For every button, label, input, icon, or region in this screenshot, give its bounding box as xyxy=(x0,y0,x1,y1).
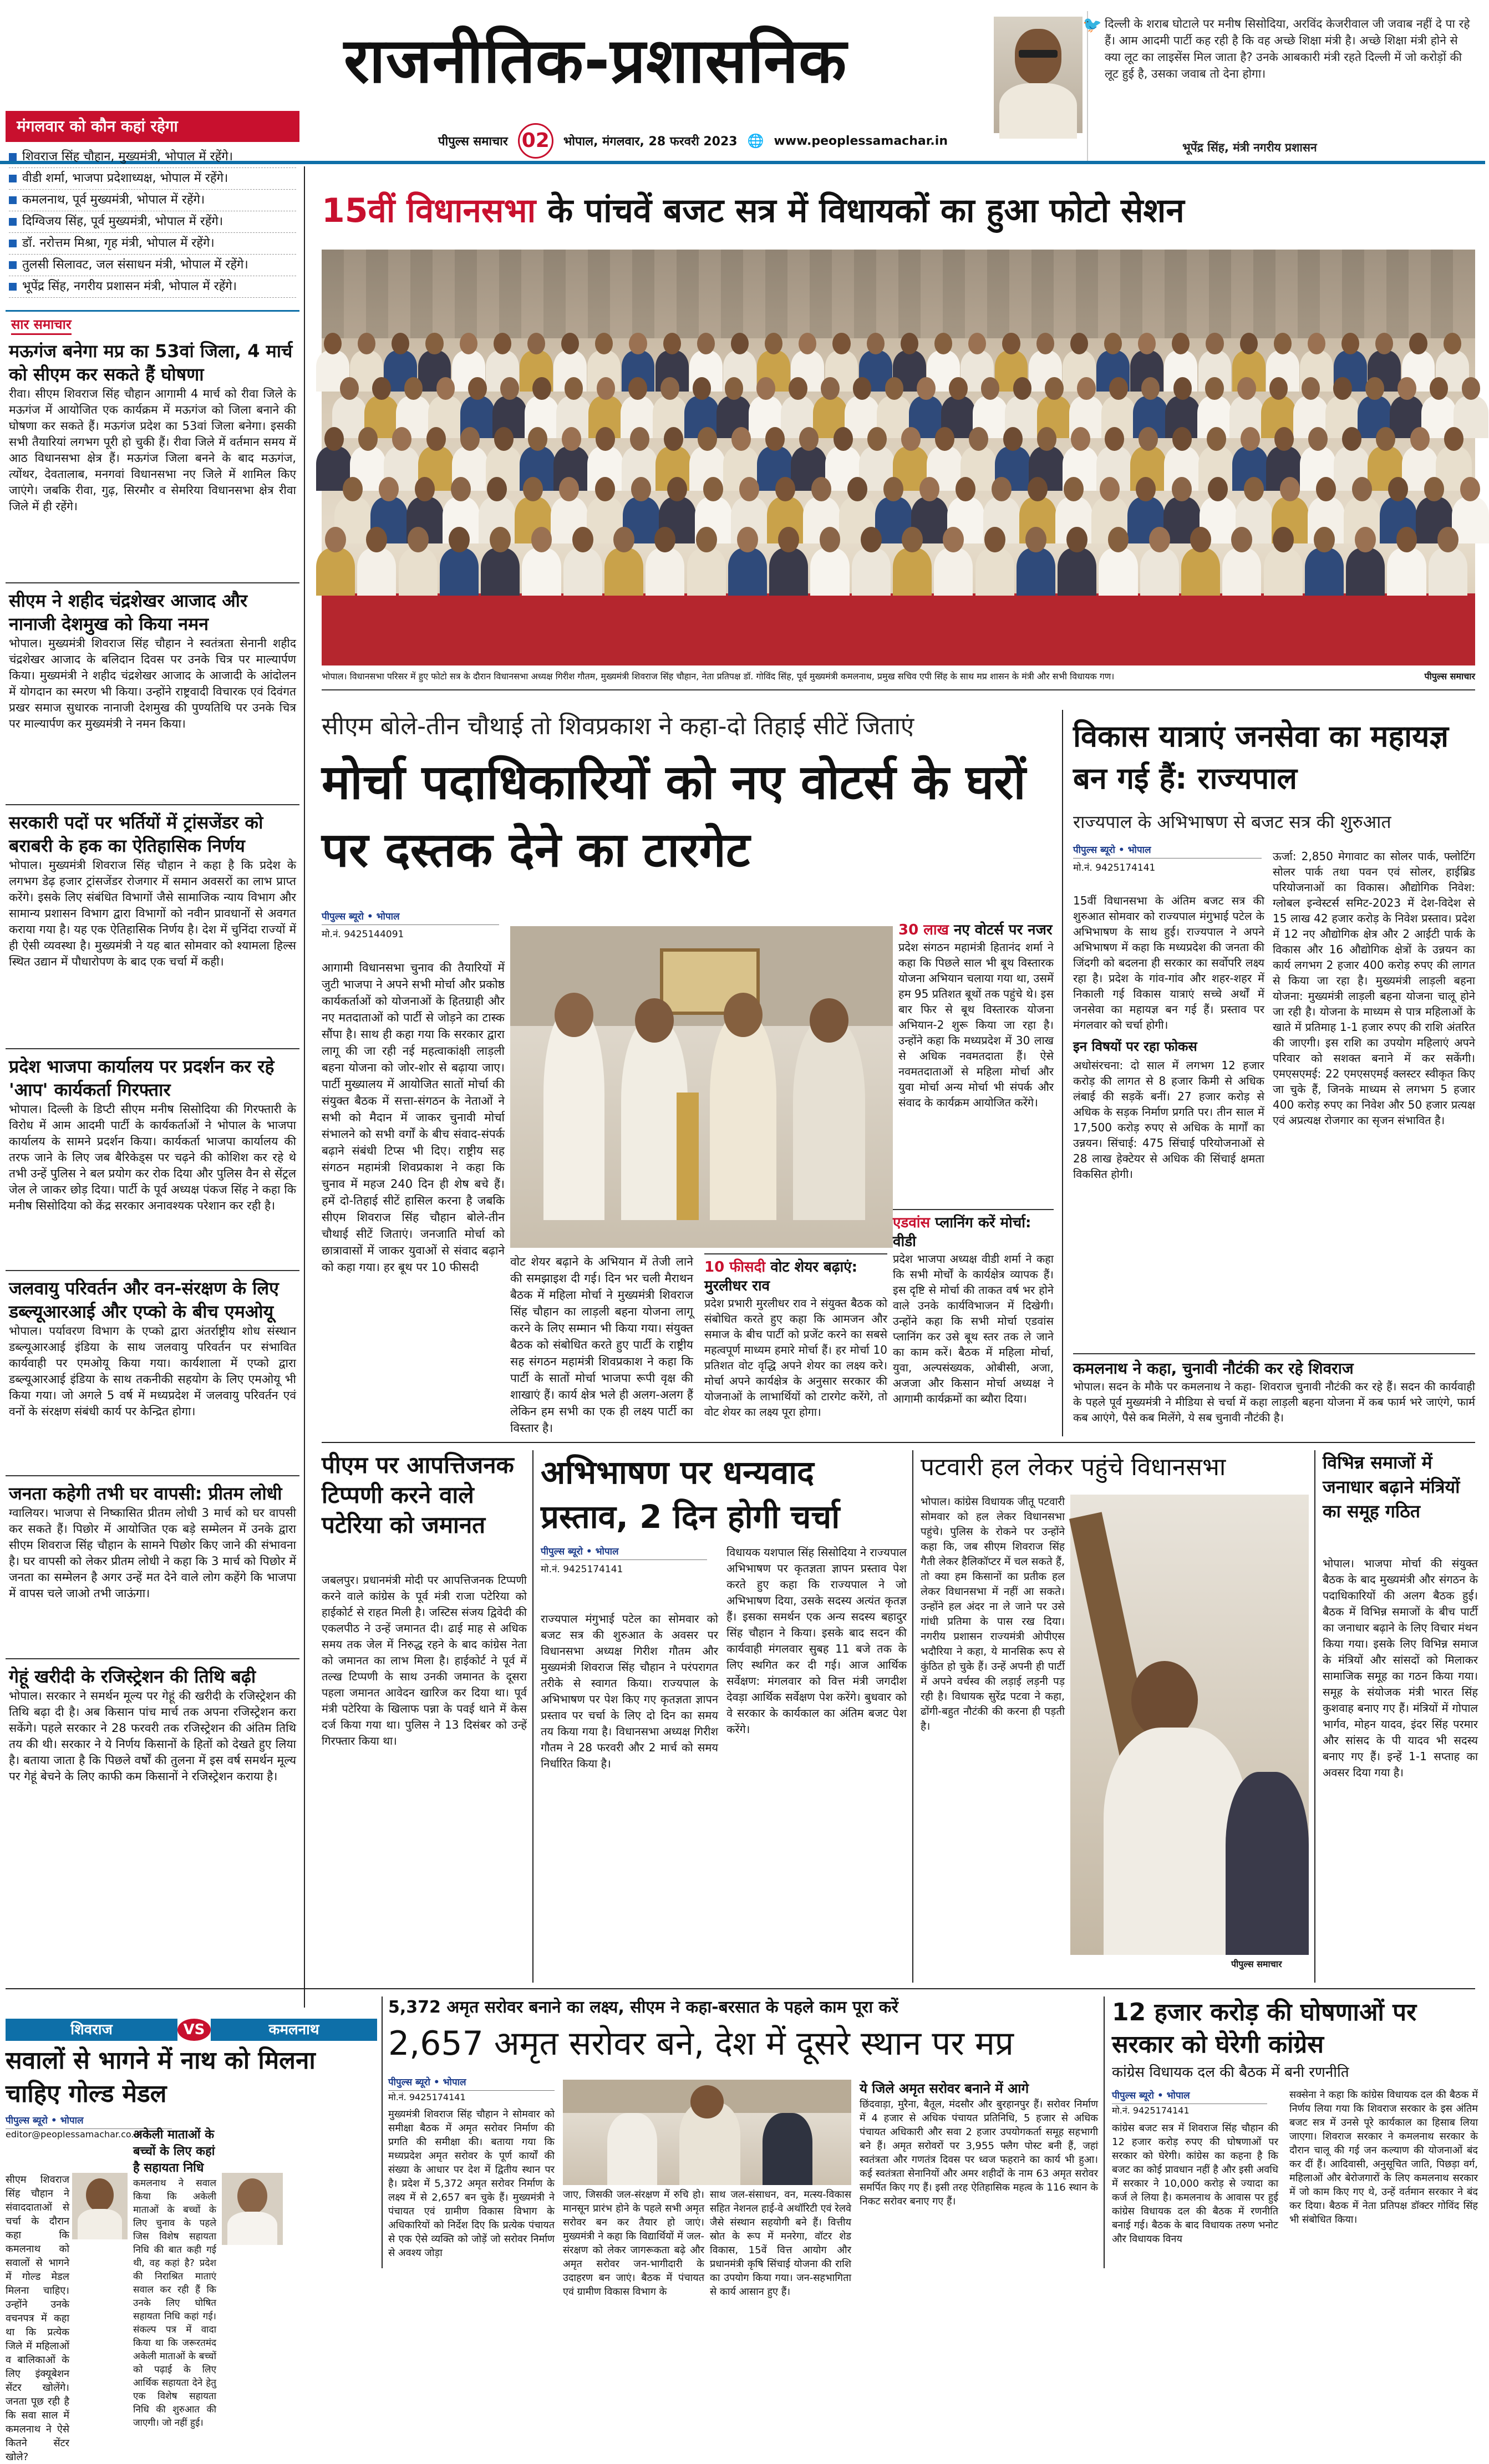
brief-text: भोपाल। सरकार ने समर्थन मूल्य पर गेहूं की खरीदी के रजिस्ट्रेशन की तिथि बढ़ा दी है। अब किसान पांच मार्च तक अपना रजिस्ट्रेशन करा सकेंगे। पहले सरकार ने 28 फरवरी तक रजिस्ट्रेशन की अंतिम तिथि तय की थी। सरकार ने ये निर्णय किसानों के हितों को देखते हुए लिया है। बताया जाता है कि पिछले वर्षों की तुलना में इस वर्ष समर्थन मूल्य पर गेहूं बेचने के लिए काफी कम किसानों ने रजिस्ट्रेशन कराया है। xyxy=(9,1688,296,1785)
governor-headline: विकास यात्राएं जनसेवा का महायज्ञ बन गई हैं: राज्यपाल xyxy=(1073,715,1478,804)
crowd-head xyxy=(436,377,455,400)
lead-box-30lakh: 30 लाख नए वोटर्स पर नजर प्रदेश संगठन महामंत्री हितानंद शर्मा ने कहा कि पिछले साल भी बूथ विस्तारक योजना अभियान चलाया गया था, उसमें हम 95 प्रतिशत बूथों तक पहुंचे थे। इस बार फिर से बूथ विस्तारक योजना अभियान-2 शुरू किया जा रहा है। उन्होंने कहा कि मध्यप्रदेश में 30 लाख से अधिक नवमतदाता हैं। ऐसे नवमतदाताओं से महिला मोर्चा और युवा मोर्चा अन्य मोर्चा भी संपर्क और संवाद के कार्यक्रम आयोजित करेंगे। xyxy=(898,921,1054,1226)
crowd-head xyxy=(1308,333,1325,354)
governor-col2: ऊर्जा: 2,850 मेगावाट का सोलर पार्क, फ्लोटिंग सोलर पार्क तथा पवन एवं सोलर, हाईब्रिड परियोजनाओं का विकास। औद्योगिक निवेश: ग्लोबल इन्वेस्टर्स समिट-2023 में देश-विदेश से 15 लाख 42 हजार करोड़ के निवेश प्रस्ताव। प्रदेश में 12 नए औद्योगिक क्षेत्र और 2 आईटी पार्क के विकास और 16 औद्योगिक क्षेत्रों के उन्नयन का कार्य लगभग 2 हजार 400 करोड़ रुपए की लागत से किया जा रहा है। मुख्यमंत्री लाड़ली बहना योजना: मुख्यमंत्री लाड़ली बहना योजना चालू होने जा रही है। योजना के माध्यम से पात्र महिलाओं के खाते में प्रतिमाह 1-1 हजार रुपए की राशि अंतरित की जाएगी। इस राशि का उपयोग महिलाएं अपने परिवार को सशक्त बनाने में कर सकेंगी। एमएसएमई: 22 एमएसएमई क्लस्टर स्वीकृत किए जा चुके हैं, जिनके माध्यम से लगभग 5 हजार 400 करोड़ रुपए का निवेश और 50 हजार प्रत्यक्ष एवं अप्रत्यक्ष रोजगार का सृजन संभावित है। xyxy=(1273,849,1475,1348)
crowd-person xyxy=(357,548,396,596)
crowd-head xyxy=(1365,377,1384,400)
minister-portrait xyxy=(994,17,1083,133)
crowd-head xyxy=(572,527,593,552)
brief-text: भोपाल। मुख्यमंत्री शिवराज सिंह चौहान ने स्वतंत्रता सेनानी शहीद चंद्रशेखर आजाद के बलिदान दिवस पर उनके चित्र पर माल्यार्पण किया। मुख्यमंत्री ने शहीद चंद्रशेखर आजाद के आजादी के आंदोलन में योगदान का स्मरण भी किया। उन्होंने राष्ट्रवादी विचारक एवं दिवंगत प्रखर समाज सुधारक नानाजी देशमुख की पुण्यतिथि पर उनके चित्र पर माल्यार्पण कर मुख्यमंत्री ने नमन किया। xyxy=(9,636,296,732)
kamalnath-box: कमलनाथ ने कहा, चुनावी नौटंकी कर रहे शिवराज भोपाल। सदन के मौके पर कमलनाथ ने कहा- शिवराज चुनावी नौटंकी कर रहे हैं। सदन की कार्यवाही के पहले पूर्व मुख्यमंत्री ने मीडिया से चर्चा में कहा लाड़ली बहना योजना में कब फार्म भरे जाएंगे, फार्म कब आएंगे, पैसे कब मिलेंगे, ये सब चुनावी नौटंकी है। xyxy=(1073,1353,1475,1436)
crowd-head xyxy=(901,333,918,354)
crowd-head xyxy=(1240,333,1258,354)
crowd-head xyxy=(325,527,346,552)
website-link[interactable]: www.peoplessamachar.in xyxy=(774,134,948,148)
lead-headline: मोर्चा पदाधिकारियों को नए वोटर्स के घरों पर दस्तक देने का टारगेट xyxy=(322,749,1054,893)
crowd-head xyxy=(597,377,616,400)
crowd-head xyxy=(901,427,921,451)
schedule-item: डॉ. नरोत्तम मिश्रा, गृह मंत्री, भोपाल में रहेंगे। xyxy=(9,233,296,255)
lead-col2: वोट शेयर बढ़ाने के अभियान में तेजी लाने की समझाइश दी गई। दिन भर चली मैराथन बैठक में महिला मोर्चा ने मुख्यमंत्री शिवराज सिंह चौहान का लाड़ली बहना योजना लागू करने के लिए सम्मान भी किया गया। संयुक्त बैठक को संबोधित करते हुए पार्टी के राष्ट्रीय सह संगठन महामंत्री शिवप्रकाश ने कहा कि पार्टी के सातों मोर्चा भाजपा रूपी वृक्ष की शाखाएं हैं। कार्य क्षेत्र भले ही अलग-अलग हैं लेकिन हम सभी का एक ही लक्ष्य पार्टी का विस्तार है। xyxy=(510,1253,693,1436)
sarovar-story: 5,372 अमृत सरोवर बनाने का लक्ष्य, सीएम ने कहा-बरसात के पहले काम पूरा करें 2,657 अमृत सरोवर बने, देश में दूसरे स्थान पर मप्र पीपुल्स ब्यूरो • भोपाल मो.नं. 9425174141 मुख्यमंत्री शिवराज सिंह चौहान ने सोमवार को समीक्षा बैठक में अमृत सरोवर निर्माण की प्रगति की समीक्षा की। बताया गया कि मध्यप्रदेश अमृत सरोवर के पूर्ण कार्यों की संख्या के आधार पर देश में द्वितीय स्थान पर है। प्रदेश में 5,372 अमृत सरोवर निर्माण के लक्ष्य में से 2,657 बन चुके हैं। मुख्यमंत्री ने पंचायत एवं ग्रामीण विकास विभाग के अधिकारियों को निर्देश दिए कि प्रत्येक पंचायत से एक ऐसे व्यक्ति को जोड़ें जो सरोवर निर्माण से अवश्य जोड़ा जाए, जिसकी जल-संरक्षण में रुचि हो। मानसून प्रारंभ होने के पहले सभी अमृत सरोवर बन कर तैयार हो जाएं। मुख्यमंत्री ने कहा कि विद्यार्थियों में जल-संरक्षण को लेकर जागरूकता बढ़े और अमृत सरोवर जन-भागीदारी के उदाहरण बन जाएं। बैठक में पंचायत एवं ग्रामीण विकास विभाग के साथ जल-संसाधन, वन, मत्स्य-विकास सहित नेशनल हाई-वे अथॉरिटी एवं रेलवे जैसे संस्थान सहयोगी बने हैं। वित्तीय स्रोत के रूप में मनरेगा, वॉटर शेड विकास, 15वें वित्त आयोग और प्रधानमंत्री कृषि सिंचाई योजना की राशि का उपयोग किया गया। जन-सहभागिता से कार्य आसान हुए हैं। ये जिले अमृत सरोवर बनाने में आगे छिंदवाड़ा, मुरैना, बैतूल, मंदसौर और बुरहानपुर हैं। सरोवर निर्माण में 4 हजार से अधिक पंचायत प्रतिनिधि, 5 हजार से अधिक पंचायत अधिकारी और सवा 2 हजार उपयोगकर्ता समूह सहभागी बने हैं। अमृत सरोवरों पर 3,955 फ्लैग पोस्ट बनी हैं, जहां स्वतंत्रता और गणतंत्र दिवस पर ध्वज फहराने का कार्य भी हुआ। कई स्वतंत्रता सेनानियों और अमर शहीदों के नाम 63 अमृत सरोवर समर्पित किए गए हैं। इसी तरह ऐतिहासिक महत्व के 116 स्थान के निकट सरोवर बनाए गए हैं। xyxy=(388,1996,1098,2268)
crowd-head xyxy=(778,527,799,552)
crowd-person xyxy=(934,548,973,596)
crowd-head xyxy=(725,377,744,400)
crowd-person xyxy=(1222,548,1261,596)
crowd-head xyxy=(949,377,968,400)
vs-banner: शिवराज VS कमलनाथ xyxy=(6,2019,377,2041)
crowd-head xyxy=(629,333,647,354)
photo-caption: भोपाल। विधानसभा परिसर में हुए फोटो सत्र के दौरान विधानसभा अध्यक्ष गिरीश गौतम, मुख्यमंत्री शिवराज सिंह चौहान, नेता प्रतिपक्ष डॉ. गोविंद सिंह, पूर्व मुख्यमंत्री कमलनाथ, प्रमुख सचिव एपी सिंह के साथ मप्र शासन के मंत्री और सभी विधायक गण। पीपुल्स समाचार xyxy=(322,668,1475,690)
crowd-head xyxy=(1071,427,1090,451)
brief-headline: गेहूं खरीदी के रजिस्ट्रेशन की तिथि बढ़ी xyxy=(9,1665,296,1688)
page-number: 02 xyxy=(518,123,553,159)
crowd-head xyxy=(500,377,519,400)
kamalnath-photo xyxy=(222,2173,283,2245)
crowd-head xyxy=(527,333,545,354)
vs-story: शिवराज VS कमलनाथ सवालों से भागने में नाथ को मिलना चाहिए गोल्ड मेडल पीपुल्स ब्यूरो • भोपाल editor@peoplessamachar.co.in सीएम शिवराज सिंह चौहान ने संवाददाताओं से चर्चा के दौरान कहा कि कमलनाथ को सवालों से भागने में गोल्ड मेडल मिलना चाहिए। उन्होंने उनके वचनपत्र में कहा था कि प्रत्येक जिले में महिलाओं व बालिकाओं के लिए इंक्यूबेशन सेंटर खोलेंगे। जनता पूछ रही है कि सवा साल में कमलनाथ ने ऐसे कितने सेंटर खोले? अकेली माताओं के बच्चों के लिए कहां है सहायता निधि कमलनाथ ने सवाल किया कि अकेली माताओं के बच्चों के लिए चुनाव के पहले जिस विशेष सहायता निधि की बात कही गई थी, वह कहां है? प्रदेश की निराश्रित माताएं सवाल कर रही हैं कि उनके लिए घोषित सहायता निधि कहां गई। संकल्प पत्र में वादा किया था कि जरूरतमंद अकेली माताओं के बच्चों को पढ़ाई के लिए आर्थिक सहायता देने हेतु एक विशेष सहायता निधि की शुरुआत की जाएगी। जो नहीं हुई। xyxy=(6,2019,377,2268)
crowd-person xyxy=(769,548,808,596)
crowd-head xyxy=(935,427,954,451)
crowd-head xyxy=(1105,427,1124,451)
crowd-head xyxy=(853,377,872,400)
crowd-head xyxy=(358,427,378,451)
crowd-person xyxy=(1017,548,1055,596)
schedule-item: दिग्विजय सिंह, पूर्व मुख्यमंत्री, भोपाल में रहेंगे। xyxy=(9,211,296,233)
crowd-head xyxy=(917,377,936,400)
crowd-head xyxy=(562,427,581,451)
crowd-head xyxy=(366,527,387,552)
crowd-head xyxy=(867,427,887,451)
brief-headline: जनता कहेगी तभी घर वापसी: प्रीतम लोधी xyxy=(9,1482,296,1505)
dateline: भोपाल, मंगलवार, 28 फरवरी 2023 xyxy=(563,133,738,149)
crowd-head xyxy=(1314,527,1335,552)
crowd-head xyxy=(1355,527,1376,552)
crowd-person xyxy=(1387,548,1426,596)
masthead-title: राजनीतिक-प्रशासनिक xyxy=(344,22,847,100)
crowd-head xyxy=(1376,427,1395,451)
crowd-head xyxy=(1409,333,1427,354)
crowd-head xyxy=(885,377,904,400)
crowd-head xyxy=(1025,527,1046,552)
crowd-head xyxy=(1231,527,1252,552)
globe-icon: 🌐 xyxy=(748,133,764,149)
crowd-head xyxy=(664,427,683,451)
tweet-text: दिल्ली के शराब घोटाले पर मनीष सिसोदिया, अरविंद केजरीवाल जी जवाब नहीं दे पा रहे हैं। आम आदमी पार्टी कह रही है कि वह अच्छे शिक्षा मंत्री है। अच्छे शिक्षा मंत्री होने से क्या लूट का लाइसेंस मिल जाता है? उनके आबकारी मंत्री रहते दिल्ली में जो करोड़ों की लूट हुई है, उसका जवाब तो देना होगा। xyxy=(1105,16,1471,82)
address-story: अभिभाषण पर धन्यवाद प्रस्ताव, 2 दिन होगी चर्चा पीपुल्स ब्यूरो • भोपाल मो.नं. 9425174141 राज्यपाल मंगुभाई पटेल का सोमवार को बजट सत्र की शुरुआत के अवसर पर विधानसभा अध्यक्ष गिरीश गौतम और मुख्यमंत्री शिवराज सिंह चौहान ने परंपरागत तरीके से स्वागत किया। राज्यपाल के अभिभाषण पर पेश किए गए कृतज्ञता ज्ञापन प्रस्ताव पर चर्चा के लिए दो दिन का समय तय किया गया है। विधानसभा अध्यक्ष गिरीश गौतम ने 28 फरवरी और 2 मार्च को समय निर्धारित किया है। विधायक यशपाल सिंह सिसोदिया ने राज्यपाल अभिभाषण पर कृतज्ञता ज्ञापन प्रस्ताव पेश करते हुए कहा कि राज्यपाल ने जो अभिभाषण दिया, उसके सदस्य अत्यंत कृतज्ञ हैं। इसका समर्थन एक अन्य सदस्य बहादुर सिंह चौहान ने किया। इसके बाद सदन की कार्यवाही मंगलवार सुबह 11 बजे तक के लिए स्थगित कर दी गई। आज आर्थिक सर्वेक्षण: मंगलवार को वित्त मंत्री जगदीश देवड़ा आर्थिक सर्वेक्षण पेश करेंगे। बुधवार को वे सरकार के कार्यकाल का अंतिम बजट पेश करेंगे। xyxy=(541,1450,907,1983)
crowd-head xyxy=(832,333,850,354)
brief-headline: जलवायु परिवर्तन और वन-संरक्षण के लिए डब्ल्यूआरआई और एप्को के बीच एमओयू xyxy=(9,1277,296,1323)
samaj-story: विभिन्न समाजों में जनाधार बढ़ाने मंत्रियों का समूह गठित भोपाल। भाजपा मोर्चा की संयुक्त बैठक के बाद मुख्यमंत्री और संगठन के पदाधिकारियों की अलग बैठक हुई। बैठक में विभिन्न समाजों के बीच पार्टी का जनाधार बढ़ाने के लिए विचार मंथन किया गया। इसके लिए विभिन्न समाज के मंत्रियों और सांसदों को मिलाकर सामाजिक समूह का गठन किया गया। समूह के संयोजक मंत्री भारत सिंह कुशवाह बनाए गए हैं। मंत्रियों में गोपाल भार्गव, मोहन यादव, इंदर सिंह परमार और सांसद के पी यादव भी सदस्य बनाए गए हैं। इन्हें 1-1 सप्ताह का अवसर दिया गया है। xyxy=(1323,1450,1478,1983)
bullet-icon xyxy=(9,196,17,204)
crowd-head xyxy=(789,377,807,400)
bullet-icon xyxy=(9,218,17,226)
lead-box-advance: एडवांस प्लानिंग करें मोर्चा: वीडी प्रदेश भाजपा अध्यक्ष वीडी शर्मा ने कहा कि सभी मोर्चों के कार्यक्षेत्र व्यापक हैं। इस दृष्टि से मोर्चा की ताकत वर्ष भर होने वाले उनके कार्यविभाजन में दिखेगी। उन्होंने कहा कि सभी मोर्चा एडवांस प्लानिंग कर उसे बूथ स्तर तक ले जाने का काम करें। बैठक में महिला मोर्चा, युवा, अल्पसंख्यक, ओबीसी, अजा, अजजा और किसान मोर्चा अध्यक्ष ने आगामी कार्यक्रमों का ब्यौरा दिया। xyxy=(893,1209,1054,1436)
crowd-person xyxy=(1181,548,1220,596)
crowd-head xyxy=(494,333,511,354)
crowd-head xyxy=(969,427,988,451)
crowd-head xyxy=(1410,427,1430,451)
crowd-head xyxy=(1077,377,1096,400)
photo-story-headline: 15वीं विधानसभा के पांचवें बजट सत्र में विधायकों का हुआ फोटो सेशन xyxy=(322,183,1475,244)
crowd-person xyxy=(852,548,891,596)
crowd-head xyxy=(531,527,552,552)
bullet-icon xyxy=(9,240,17,247)
crowd-head xyxy=(696,527,717,552)
crowd-head xyxy=(1302,377,1320,400)
crowd-head xyxy=(1269,377,1288,400)
crowd-head xyxy=(756,377,775,400)
crowd-head xyxy=(943,527,964,552)
lead-kicker: सीएम बोले-तीन चौथाई तो शिवप्रकाश ने कहा-दो तिहाई सीटें जिताएं xyxy=(322,710,1054,743)
crowd-person xyxy=(1264,548,1303,596)
crowd-head xyxy=(1002,333,1020,354)
crowd-head xyxy=(460,427,480,451)
crowd-head xyxy=(1066,527,1087,552)
crowd-head xyxy=(494,427,514,451)
bullet-icon xyxy=(9,153,17,161)
crowd-head xyxy=(1308,427,1328,451)
saar-label: सार समाचार xyxy=(11,315,72,335)
crowd-head xyxy=(1045,377,1064,400)
governor-byline: पीपुल्स ब्यूरो • भोपाल मो.नं. 9425174141 xyxy=(1073,843,1262,882)
governor-subhead: इन विषयों पर रहा फोकस xyxy=(1073,1037,1264,1055)
schedule-item: कमलनाथ, पूर्व मुख्यमंत्री, भोपाल में रहेंगे। xyxy=(9,190,296,211)
crowd-head xyxy=(408,527,429,552)
crowd-head xyxy=(392,427,411,451)
twitter-icon: 🐦 xyxy=(1083,18,1099,32)
crowd-head xyxy=(449,527,470,552)
crowd-head xyxy=(1013,377,1032,400)
sarovar-photo xyxy=(563,2080,851,2185)
crowd-head xyxy=(693,377,712,400)
crowd-head xyxy=(490,527,511,552)
crowd-head xyxy=(324,333,342,354)
crowd-head xyxy=(460,333,477,354)
schedule-item: तुलसी सिलावट, जल संसाधन मंत्री, भोपाल में रहेंगे। xyxy=(9,255,296,276)
crowd-head xyxy=(981,377,1000,400)
crowd-head xyxy=(737,527,758,552)
crowd-head xyxy=(1207,427,1226,451)
brief-text: भोपाल। दिल्ली के डिप्टी सीएम मनीष सिसोदिया की गिरफ्तारी के विरोध में आम आदमी पार्टी के कार्यकर्ताओं ने भोपाल के भाजपा कार्यालय के सामने प्रदर्शन किया। कार्यकर्ता भाजपा कार्यालय की तरफ जाने के लिए जब बैरिकेड्स पर चढ़ने की कोशिश कर रहे थे तभी उन्हें पुलिस ने बल प्रयोग कर रोक दिया और पुलिस वैन से सेंट्रल जेल ले जाकर छोड़ दिया। पार्टी के पूर्व अध्यक्ष पंकज सिंह ने कहा कि मनीष सिसोदिया को केंद्र सरकार अनावश्यक परेशान कर रही है। xyxy=(9,1101,296,1214)
crowd-person xyxy=(1140,548,1179,596)
schedule-item: भूपेंद्र सिंह, नगरीय प्रशासन मंत्री, भोपाल में रहेंगे। xyxy=(9,276,296,298)
brief xyxy=(6,339,299,583)
patwari-story: पटवारी हल लेकर पहुंचे विधानसभा भोपाल। कांग्रेस विधायक जीतू पटवारी सोमवार को हल लेकर विधानसभा पहुंचे। पुलिस के रोकने पर उन्होंने कहा कि, जब सीएम शिवराज सिंह गैती लेकर हैलिकॉप्टर में चल सकते हैं, तो क्या हम किसानों का प्रतीक हल लेकर विधानसभा में नहीं आ सकते। उन्होंने हल अंदर ना ले जाने पर उसे गांधी प्रतिमा के पास रख दिया। नगरीय प्रशासन राज्यमंत्री ओपीएस भदौरिया ने कहा, ये मानसिक रूप से कुंठित हो चुके हैं। उन्हें अपनी ही पार्टी में अपने वर्चस्व की लड़ाई लड़नी पड़ रही है। विधायक सुरेंद्र पटवा ने कहा, ढोंगी-बहुत नौटंकी की करना ही पड़ती है। पीपुल्स समाचार xyxy=(921,1450,1309,1983)
brief-text: ग्वालियर। भाजपा से निष्कासित प्रीतम लोधी 3 मार्च को घर वापसी कर सकते हैं। पिछोर में आयोजित एक बड़े सम्मेलन में उनके द्वारा सीएम शिवराज सिंह चौहान के सामने पिछोर किए जाने की संभावना है। घर वापसी को लेकर प्रीतम लोधी ने कहा कि 3 मार्च को पिछोर में जनता का सम्मेलन है अगर उन्हें मत देने वाले लोग कहेंगे कि भाजपा में वापस चले जाओ तभी जाऊंगा। xyxy=(9,1505,296,1602)
crowd-head xyxy=(1396,527,1417,552)
crowd-person xyxy=(399,548,438,596)
crowd-head xyxy=(654,527,675,552)
crowd-head xyxy=(861,527,882,552)
crowd-head xyxy=(1273,527,1294,552)
group-photo xyxy=(322,250,1475,665)
crowd-head xyxy=(372,377,391,400)
crowd-person xyxy=(1058,548,1096,596)
schedule-item: शिवराज सिंह चौहान, मुख्यमंत्री, भोपाल में रहेंगे। xyxy=(9,146,296,168)
crowd-head xyxy=(660,377,679,400)
crowd-head xyxy=(731,333,749,354)
crowd-head xyxy=(1173,377,1192,400)
crowd-head xyxy=(902,527,923,552)
crowd-head xyxy=(1462,377,1481,400)
crowd-person xyxy=(728,548,767,596)
crowd-person xyxy=(1305,548,1344,596)
crowd-head xyxy=(1437,527,1458,552)
tweet-author: भूपेंद्र सिंह, मंत्री नगरीय प्रशासन xyxy=(1182,140,1317,155)
brief xyxy=(6,805,299,1049)
crowd-person xyxy=(893,548,932,596)
crowd-head xyxy=(528,427,547,451)
brief-headline: मऊगंज बनेगा मप्र का 53वां जिला, 4 मार्च को सीएम कर सकते हैं घोषणा xyxy=(9,339,296,386)
brief xyxy=(6,1476,299,1659)
brief xyxy=(6,1049,299,1271)
photo-credit: पीपुल्स समाचार xyxy=(1425,668,1476,685)
brief-headline: सीएम ने शहीद चंद्रशेखर आजाद और नानाजी देशमुख को किया नमन xyxy=(9,589,296,636)
patwari-photo xyxy=(1070,1495,1309,1955)
crowd-head xyxy=(1205,377,1224,400)
brief xyxy=(6,583,299,805)
crowd-head xyxy=(596,427,615,451)
crowd-head xyxy=(1003,427,1023,451)
lead-byline: पीपुल्स ब्यूरो • भोपाल मो.नं. 9425144091 xyxy=(322,910,499,954)
crowd-person xyxy=(604,548,643,596)
governor-col1: 15वीं विधानसभा के अंतिम बजट सत्र की शुरुआत सोमवार को राज्यपाल मंगुभाई पटेल के अभिभाषण के साथ हुई। राज्यपाल ने अपने अभिभाषण में कहा कि मध्यप्रदेश की जनता की जिंदगी को बदलना ही सरकार का सर्वोपरि लक्ष्य रहा है। प्रदेश के गांव-गांव और शहर-शहर में निकाली गई विकास यात्राएं सच्चे अर्थों में जनसेवा का महायज्ञ बन गई हैं। प्रस्ताव पर मंगलवार को चर्चा होगी। इन विषयों पर रहा फोकस अधोसंरचना: दो साल में लगभग 12 हजार करोड़ की लागत से 8 हजार किमी से अधिक लंबाई की सड़कें बनीं। 27 हजार करोड़ से अधिक के सड़क निर्माण प्रगति पर। तीन साल में 17,500 करोड़ रुपए से अधिक के मार्गों का उन्नयन। सिंचाई: 475 सिंचाई परियोजनाओं से 28 लाख हेक्टेयर से अधिक की सिंचाई क्षमता विकसित होगी। xyxy=(1073,893,1264,1348)
brief-text: रीवा। सीएम शिवराज सिंह चौहान आगामी 4 मार्च को रीवा जिले के मऊगंज में आयोजित एक कार्यक्रम में मऊगंज को जिला बनाने की घोषणा कर सकते हैं। मऊगंज प्रदेश का 53वां जिला बनेगा। इसकी सभी तैयारियां लगभग पूरी हो चुकी हैं। रीवा जिले में वर्तमान समय में आठ विधानसभा क्षेत्र हैं। मऊगंज जिला बनने के बाद मऊगंज, त्योंथर, देवतालाब, मनगवां विधानसभा नए जिले में शामिल किए जाएंगे। जबकि रीवा, गुढ़, सिरमौर व सेमरिया विधानसभा क्षेत्र रीवा जिले में ही रहेंगे। xyxy=(9,386,296,515)
crowd-head xyxy=(1036,333,1054,354)
congress-story: 12 हजार करोड़ की घोषणाओं पर सरकार को घेरेगी कांग्रेस कांग्रेस विधायक दल की बैठक में बनी रणनीति पीपुल्स ब्यूरो • भोपाल मो.नं. 9425174141 कांग्रेस बजट सत्र में शिवराज सिंह चौहान की 12 हजार करोड़ रुपए की घोषणाओं पर सरकार को घेरेगी। कांग्रेस का कहना है कि बजट का कोई प्रावधान नहीं है और इसी अवधि में सरकार ने 10,000 करोड़ से ज्यादा का कर्ज ले लिया है। कमलनाथ के आवास पर हुई कांग्रेस विधायक दल की बैठक में रणनीति बनाई गई। बैठक के बाद विधायक तरुण भनोट और विधायक विनय सक्सेना ने कहा कि कांग्रेस विधायक दल की बैठक में निर्णय लिया गया कि शिवराज सरकार के इस अंतिम बजट सत्र में उनसे पूरे कार्यकाल का हिसाब लिया जाएगा। शिवराज सरकार ने कमलनाथ सरकार के दौरान चालू की गई जन कल्याण की योजनाओं बंद कर दीं हैं। आदिवासी, अनुसूचित जाति, पिछड़ा वर्ग, महिलाओं और बेरोजगारों के लिए कमलनाथ सरकार में जो काम किए गए थे, उन्हें वर्तमान सरकार ने बंद कर दिया। बैठक में नेता प्रतिपक्ष डॉक्टर गोविंद सिंह भी संबोधित किया। xyxy=(1112,1996,1478,2268)
shivraj-photo xyxy=(72,2173,128,2239)
crowd-head xyxy=(468,377,487,400)
crowd-person xyxy=(481,548,520,596)
patwari-credit: पीपुल्स समाचार xyxy=(1231,1958,1282,1970)
left-sidebar xyxy=(6,111,299,2019)
crowd-person xyxy=(316,548,355,596)
crowd-head xyxy=(340,377,359,400)
crowd-head xyxy=(358,333,375,354)
brief-headline: सरकारी पदों पर भर्तियों में ट्रांसजेंडर को बराबरी के हक का ऐतिहासिक निर्णय xyxy=(9,811,296,857)
crowd-head xyxy=(1109,377,1128,400)
crowd-head xyxy=(821,377,840,400)
crowd-head xyxy=(731,427,751,451)
crowd-head xyxy=(1342,427,1361,451)
crowd-head xyxy=(934,333,952,354)
brief-text: भोपाल। पर्यावरण विभाग के एप्को द्वारा अंतर्राष्ट्रीय शोध संस्थान डब्ल्यूआरआई इंडिया के साथ जलवायु परिवर्तन पर संभावित कार्यवाही पर एमओयू किया गया। कार्यशाला में एप्को द्वारा डब्ल्यूआरआई इंडिया के साथ तकनीकी सहयोग के लिए एमओयू भी किया गया। जो अगले 5 वर्ष में मध्यप्रदेश में जलवायु परिवर्तन एवं वनों के संरक्षण संबंधी कार्य पर केन्द्रित होगा। xyxy=(9,1323,296,1420)
crowd-head xyxy=(1141,377,1160,400)
crowd-head xyxy=(1274,427,1294,451)
crowd-head xyxy=(532,377,551,400)
crowd-head xyxy=(834,427,853,451)
crowd-head xyxy=(1108,527,1129,552)
crowd-head xyxy=(697,333,715,354)
crowd-head xyxy=(1241,427,1260,451)
crowd-head xyxy=(820,527,841,552)
crowd-head xyxy=(324,427,344,451)
lead-photo xyxy=(510,926,893,1248)
schedule-item: वीडी शर्मा, भाजपा प्रदेशाध्यक्ष, भोपाल में रहेंगे। xyxy=(9,168,296,190)
crowd-head xyxy=(613,527,634,552)
crowd-head xyxy=(1333,377,1352,400)
crowd-person xyxy=(440,548,479,596)
tweet-box xyxy=(1087,11,1475,161)
crowd-head xyxy=(404,377,423,400)
crowd-head xyxy=(1139,427,1158,451)
crowd-head xyxy=(1070,333,1088,354)
bullet-icon xyxy=(9,261,17,269)
crowd-head xyxy=(1104,333,1122,354)
crowd-head xyxy=(1149,527,1170,552)
crowd-head xyxy=(1190,527,1211,552)
lead-box-10fisadi: 10 फीसदी वोट शेयर बढ़ाएं: मुरलीधर राव प्रदेश प्रभारी मुरलीधर राव ने संयुक्त बैठक को संबोधित करते हुए कहा कि आमजन और समाज के बीच पार्टी को प्रजेंट करने का सबसे महत्वपूर्ण माध्यम हमारे मोर्चा हैं। हर मोर्चा 10 प्रतिशत वोट वृद्धि अपने शेयर का लक्ष्य करे। मोर्चा अपने कार्यक्षेत्र के अनुसार सरकार की योजनाओं के लाभार्थियों को टारगेट करेंगे, तो वोट शेयर का लक्ष्य पूरा होगा। xyxy=(704,1253,887,1436)
crowd-person xyxy=(646,548,684,596)
crowd-head xyxy=(765,427,785,451)
lead-col1: आगामी विधानसभा चुनाव की तैयारियों में जुटी भाजपा ने अपने सभी मोर्चा और प्रकोष्ठ कार्यकर्ताओं को योजनाओं के हितग्राही और नए मतदाताओं को पार्टी से जोड़ने का टास्क सौंपा है। साथ ही कहा गया कि सरकार द्वारा लागू की जा रही नई महत्वाकांक्षी लाड़ली बहना योजना को जोर-शोर से बढ़ाया जाए। पार्टी मुख्यालय में आयोजित सातों मोर्चा की संयुक्त बैठक में सत्ता-संगठन के नेताओं ने सभी को मैदान में जाकर चुनावी मोर्चा संभालने को सभी वर्गों के बीच संवाद-संपर्क बढ़ाने संबंधी टिप्स भी दिए। राष्ट्रीय सह संगठन महामंत्री शिवप्रकाश ने कहा कि चुनाव में महज 240 दिन ही शेष बचे हैं। हमें दो-तिहाई सीटें हासिल करना है जबकि सीएम शिवराज सिंह चौहान बोले-तीन चौथाई सीटें जिताएं। जनजाति मोर्चा को छात्रावासों में जाकर युवाओं से संवाद बढ़ाने को कहा गया। हर बूथ पर 10 फीसदी xyxy=(322,959,505,1436)
crowd-head xyxy=(1172,427,1192,451)
crowd-head xyxy=(1397,377,1416,400)
brief xyxy=(6,1659,299,1870)
crowd-head xyxy=(1444,427,1463,451)
crowd-head xyxy=(630,427,649,451)
bullet-icon xyxy=(9,175,17,182)
crowd-head xyxy=(426,427,446,451)
crowd-head xyxy=(565,377,583,400)
crowd-person xyxy=(975,548,1014,596)
crowd-head xyxy=(799,427,819,451)
crowd-head xyxy=(1206,333,1223,354)
schedule-list xyxy=(6,142,299,302)
brief-headline: प्रदेश भाजपा कार्यालय पर प्रदर्शन कर रहे 'आप' कार्यकर्ता गिरफ्तार xyxy=(9,1055,296,1101)
brief-text: भोपाल। मुख्यमंत्री शिवराज सिंह चौहान ने कहा है कि प्रदेश के लगभग डेढ़ हजार ट्रांसजेंडर रोजगार में समान अवसरों का लाभ प्राप्त करेंगे। इसके लिए संबंधित विभागों जैसे सामाजिक न्याय विभाग और सामान्य प्रशासन विभाग द्वारा विभागों को नवीन प्रावधानों से अवगत कराया गया है। यह एक ऐतिहासिक निर्णय है। देश में चुनिंदा राज्यों में ही ऐसी व्यवस्था है। मुख्यमंत्री ने यह बात सोमवार को श्यामला हिल्स स्थित उद्यान में पौधारोपण के बाद एक चर्चा में कही। xyxy=(9,857,296,970)
crowd-person xyxy=(687,548,726,596)
publisher-label: पीपुल्स समाचार xyxy=(438,133,508,149)
crowd-head xyxy=(1237,377,1256,400)
crowd-head xyxy=(425,333,443,354)
crowd-head xyxy=(1274,333,1292,354)
crowd-person xyxy=(810,548,849,596)
crowd-person xyxy=(1429,548,1467,596)
bullet-icon xyxy=(9,283,17,291)
crowd-person xyxy=(1099,548,1137,596)
crowd-person xyxy=(1346,548,1385,596)
crowd-head xyxy=(628,377,647,400)
crowd-person xyxy=(563,548,602,596)
governor-kicker: राज्यपाल के अभिभाषण से बजट सत्र की शुरुआत xyxy=(1073,810,1478,837)
crowd-head xyxy=(867,333,885,354)
brief xyxy=(6,1271,299,1476)
crowd-head xyxy=(698,427,717,451)
crowd-head xyxy=(1430,377,1449,400)
crowd-head xyxy=(663,333,681,354)
pm-story: पीएम पर आपत्तिजनक टिप्पणी करने वाले पटेरिया को जमानत जबलपुर। प्रधानमंत्री मोदी पर आपत्तिजनक टिप्पणी करने वाले कांग्रेस के पूर्व मंत्री राजा पटेरिया को हाईकोर्ट से राहत मिली है। जस्टिस संजय द्विवेदी की एकलपीठ ने उन्हें जमानत दी। ढाई माह से अधिक समय तक जेल में निरुद्ध रहने के बाद कांग्रेस नेता को जमानत का लाभ मिला है। हाईकोर्ट ने पूर्व में तल्ख टिप्पणी के साथ उनकी जमानत के दूसरा पहला जमानत आवेदन खारिज कर दिया था। पूर्व मंत्री पटेरिया के खिलाफ पन्ना के पवई थाने में केस दर्ज किया गया था। पुलिस ने 13 दिसंबर को उन्हें गिरफ्तार किया था। xyxy=(322,1450,527,1983)
schedule-title: मंगलवार को कौन कहां रहेगा xyxy=(6,111,299,142)
crowd-head xyxy=(1444,333,1461,354)
crowd-head xyxy=(984,527,1005,552)
crowd-person xyxy=(522,548,561,596)
crowd-head xyxy=(1037,427,1056,451)
